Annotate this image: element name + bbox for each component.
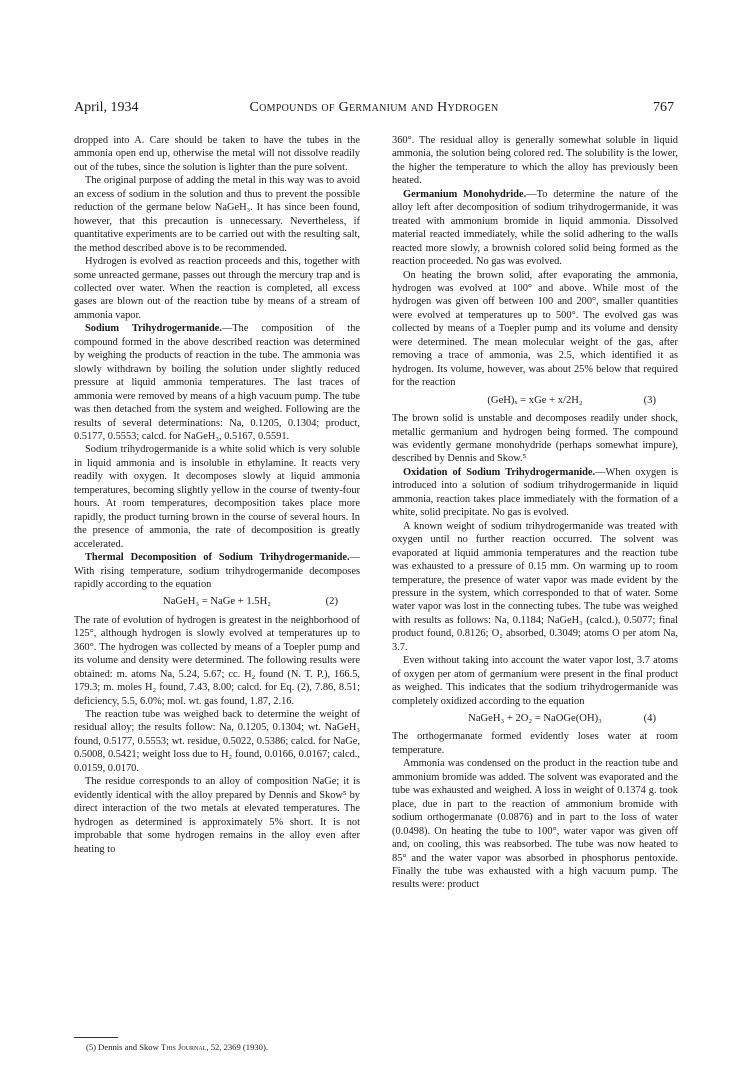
left-column (74, 134, 360, 856)
paragraph: The residue corresponds to an alloy of composition NaGe; it is evidently identical with the alloy prepared by Dennis and Skow⁵ by direct interaction of the two metals at elevated temperatures. The hydrogen as determined is approximately 5% short. It is not improbable that some hydrogen remains in the alloy even after heating to (74, 776, 360, 855)
equation-number: (3) (643, 394, 656, 406)
section-heading: Oxidation of Sodium Trihydrogermanide. (403, 466, 596, 478)
header-date: April, 1934 (74, 100, 139, 115)
paragraph: A known weight of sodium trihydrogermanide was treated with oxygen until no further reaction occurred. The solvent was evaporated at liquid ammonia temperatures and the reaction tube was exhausted to a pressure of 0.15 mm. On warming up to room temperature, the presence of water vapor was made evident by the pressure in the system, which corresponded to that of water. Some water vapor was lost in the connecting tubes. The tube was weighed with results as follows: Na, 0.1184; NaGeH₃ (calcd.), 0.5077; final product found, 0.8126; O₂ absorbed, 0.3049; atoms O per atom Na, 3.7. (392, 520, 678, 653)
equation-number: (2) (325, 596, 338, 608)
paragraph: The orthogermanate formed evidently loses water at room temperature. (392, 731, 678, 756)
paragraph (74, 551, 360, 591)
equation-body: NaGeH₃ = NaGe + 1.5H₂ (163, 596, 271, 608)
paragraph: Ammonia was condensed on the product in the reaction tube and ammonium bromide was added. The solvent was evaporated and the tube was exhausted and weighed. A loss in weight of 0.1374 g. took place, due in part to the reaction of ammonium bromide with sodium orthogermanate (0.0876) and in part to the loss of water (0.0498). On heating the tube to 100°, water vapor was given off and, on cooling, this was reabsorbed. The tube was now heated to 85° and the water vapor was absorbed in phosphorus pentoxide. Finally the tube was exhausted with a high vacuum pump. The results were: product (392, 758, 678, 891)
running-header (74, 100, 674, 116)
equation-body: NaGeH₃ + 2O₂ = NaOGe(OH)₃ (468, 713, 602, 725)
paragraph: The original purpose of adding the metal in this way was to avoid an excess of sodium in the solution and thus to prevent the possible reduction of the germane below NaGeH₃. It has since been found, however, that this precaution is unnecessary. Nevertheless, if quantitative experiments are to be carried out with the resulting salt, the method described above is to be recommended. (74, 175, 360, 254)
paragraph: 360°. The residual alloy is generally somewhat soluble in liquid ammonia, the solution being colored red. The solubility is the lower, the higher the temperature to which the alloy has previously been heated. (392, 135, 678, 187)
page-number: 767 (653, 100, 674, 115)
footnote-ref: 52, 2369 (1930). (210, 1042, 268, 1052)
paragraph (74, 322, 360, 443)
section-heading: Germanium Monohydride. (403, 188, 527, 200)
paragraph-text: —The composition of the compound formed in the above described reaction was determined by weighing the products of reaction in the tube. The ammonia was slowly withdrawn by boiling the solution under slightly reduced pressure at liquid ammonia temperatures. The last traces of ammonia were removed by means of a high vacuum pump. The tube was then detached from the system and weighed. Following are the results of several determinations: Na, 0.1205, 0.1304; product, 0.5177, 0.5553; calcd. for NaGeH₃, 0.5167, 0.5591. (74, 323, 360, 442)
paragraph: The reaction tube was weighed back to determine the weight of residual alloy; the results follow: Na, 0.1205, 0.1304; wt. NaGeH₃ found, 0.5177, 0.5553; wt. residue, 0.5022, 0.5386; calcd. for NaGe, 0.5008, 0.5421; weight loss due to H₂ found, 0.0166, 0.0167; calcd., 0.0159, 0.0170. (74, 709, 360, 774)
paragraph: The brown solid is unstable and decomposes readily under shock, metallic germanium and hydrogen being formed. The compound was evidently germane monohydride (perhaps somewhat impure), described by Dennis and Skow.⁵ (392, 413, 678, 465)
equation-number: (4) (643, 713, 656, 725)
paragraph: The rate of evolution of hydrogen is greatest in the neighborhood of 125°, although hydrogen is slowly evolved at temperatures up to 360°. The hydrogen was collected by means of a Toepler pump and its volume and density were determined. The following results were obtained: m. atoms Na, 5.24, 5.67; cc. H₂ found (N. T. P.), 166.5, 179.3; m. moles H₂ found, 7.43, 8.00; calcd. for Eq. (2), 7.86, 8.51; deficiency, 5.5, 6.0%; mol. wt. gas found, 1.87, 2.16. (74, 614, 360, 707)
equation-2 (74, 595, 360, 608)
paragraph: On heating the brown solid, after evaporating the ammonia, hydrogen was evolved at 100° and above. While most of the hydrogen was given off between 100 and 200°, smaller quantities were evolved at temperatures up to 500°. The evolved gas was collected by means of a Toepler pump and its volume and density were determined. The mean molecular weight of the gas, after removing a trace of ammonia, was 2.5, which identified it as hydrogen. Its volume, however, was about 25% below that required for the reaction (392, 269, 678, 389)
section-heading: Sodium Trihydrogermanide. (85, 323, 222, 335)
paragraph-text: —When oxygen is introduced into a solution of sodium trihydrogermanide in liquid ammonia, reaction takes place immediately with the formation of a white, solid precipitate. No gas is evolved. (392, 466, 679, 519)
paragraph-text: —With rising temperature, sodium trihydrogermanide decomposes rapidly according to the equation (74, 552, 360, 590)
paragraph: Hydrogen is evolved as reaction proceeds and this, together with some unreacted germane, passes out through the mercury trap and is collected over water. When the reaction is completed, all excess gases are blown out of the reaction tube by means of a stream of ammonia vapor. (74, 256, 360, 321)
header-title: Compounds of Germanium and Hydrogen (249, 100, 499, 115)
paragraph (392, 466, 678, 520)
equation-4 (392, 712, 678, 725)
footnote (86, 1042, 376, 1053)
paragraph: dropped into A. Care should be taken to have the tubes in the ammonia open end up, otherwise the metal will not dissolve readily out of the tubes, since the solution is lighter than the pure solvent. (74, 135, 360, 173)
footnote-journal: This Journal, (160, 1042, 209, 1052)
paragraph (392, 188, 678, 269)
paragraph: Even without taking into account the water vapor lost, 3.7 atoms of oxygen per atom of germanium were present in the final product as weighed. This indicates that the sodium trihydrogermanide was completely oxidized according to the equation (392, 655, 678, 707)
footnote-divider (74, 1037, 118, 1038)
equation-body: (GeH)ₓ = xGe + x/2H₂ (487, 394, 583, 406)
paragraph: Sodium trihydrogermanide is a white solid which is very soluble in liquid ammonia and is insoluble in ethylamine. It reacts very readily with oxygen. It decomposes slowly at liquid ammonia temperatures, becoming slightly yellow in the course of twenty-four hours. At room temperatures, decomposition takes place more rapidly, the product turning brown in the course of several hours. In the presence of ammonia, the rate of decomposition is greatly accelerated. (74, 444, 360, 550)
footnote-text: (5) Dennis and Skow (86, 1042, 159, 1052)
right-column (392, 134, 678, 892)
equation-3 (392, 394, 678, 407)
paragraph-text: —To determine the nature of the alloy left after decomposition of sodium trihydrogermanide, it was treated with ammonium bromide in liquid ammonia. Dissolved material reacted immediately, while the solid adhering to the walls reacted more slowly, a brownish colored solid being formed as the reaction proceeded. No gas was evolved. (392, 188, 679, 268)
section-heading: Thermal Decomposition of Sodium Trihydrogermanide. (85, 552, 350, 564)
